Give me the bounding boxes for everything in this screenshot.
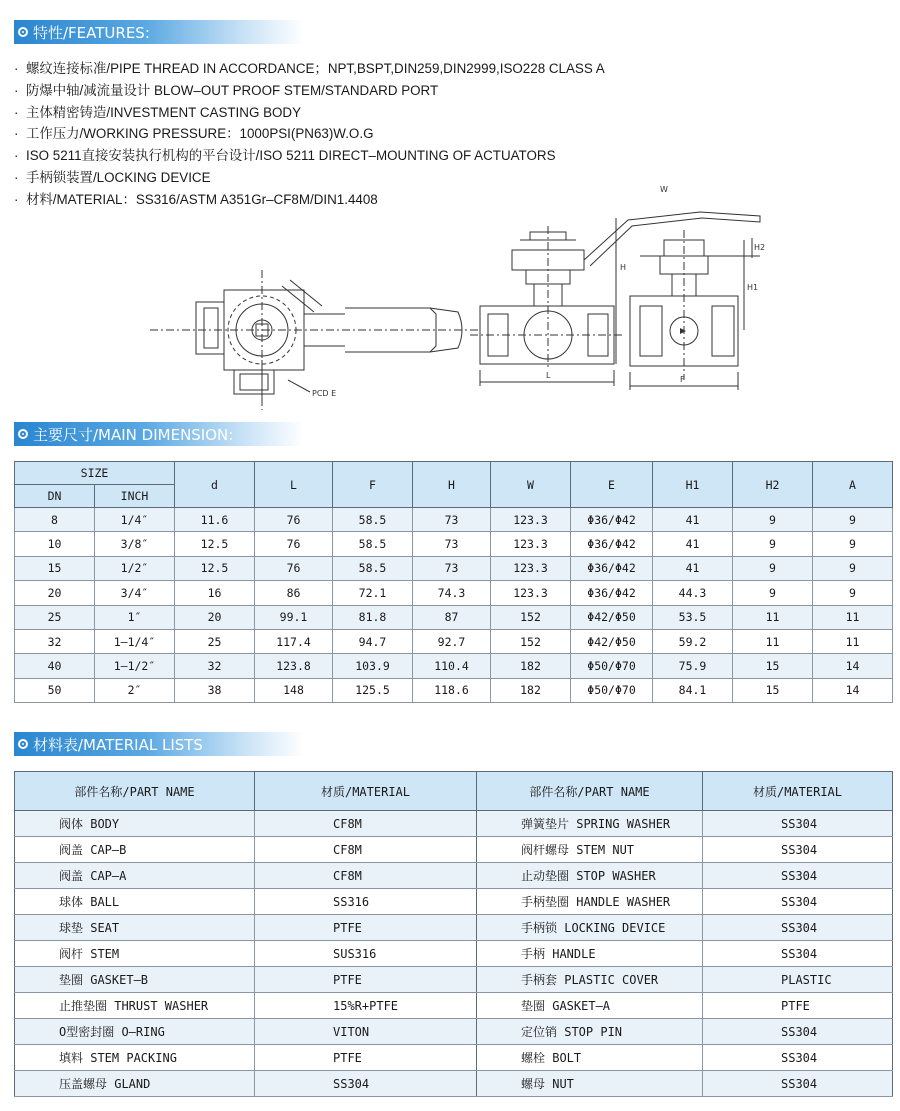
part-name-cell: 螺栓 BOLT [477, 1045, 703, 1071]
features-title: 特性/FEATURES: [33, 23, 150, 42]
table-row [15, 508, 893, 532]
table-cell: 123.3 [491, 508, 571, 532]
part-name-cell: 阀杆螺母 STEM NUT [477, 837, 703, 863]
part-name-cell: 垫圈 GASKET–A [477, 993, 703, 1019]
table-cell: 9 [733, 532, 813, 556]
label-H: H [620, 263, 627, 272]
part-name-cell: 垫圈 GASKET–B [15, 967, 255, 993]
table-cell: 8 [15, 508, 95, 532]
material-cell: PTFE [255, 915, 477, 941]
col-header-F: F [333, 462, 413, 508]
table-cell: 1–1/4″ [95, 629, 175, 653]
table-cell: 9 [813, 508, 893, 532]
table-row [15, 678, 893, 702]
table-row [15, 811, 893, 837]
material-cell: SS304 [703, 1045, 893, 1071]
table-cell: Φ50/Φ70 [571, 654, 653, 678]
col-header-d: d [175, 462, 255, 508]
material-cell: SS304 [703, 941, 893, 967]
table-cell: 11 [813, 605, 893, 629]
table-cell: Φ50/Φ70 [571, 678, 653, 702]
table-row [15, 629, 893, 653]
col-header-dn: DN [15, 485, 95, 508]
material-cell: CF8M [255, 837, 477, 863]
dimension-table-body [15, 508, 893, 703]
table-cell: 1/2″ [95, 556, 175, 580]
feature-item: · 材料/MATERIAL：SS316/ASTM A351Gr–CF8M/DIN1.4408 [14, 191, 378, 207]
table-cell: 73 [413, 556, 491, 580]
dimension-header [14, 422, 304, 446]
table-cell: 123.3 [491, 581, 571, 605]
table-cell: 72.1 [333, 581, 413, 605]
table-cell: 76 [255, 508, 333, 532]
col-header-E: E [571, 462, 653, 508]
table-cell: 32 [15, 629, 95, 653]
table-cell: 123.3 [491, 532, 571, 556]
table-cell: 1″ [95, 605, 175, 629]
table-row [15, 1071, 893, 1097]
table-cell: 15 [733, 678, 813, 702]
table-row [15, 1019, 893, 1045]
table-cell: 40 [15, 654, 95, 678]
table-cell: 14 [813, 654, 893, 678]
materials-title: 材料表/MATERIAL LISTS [33, 735, 203, 754]
material-cell: SS304 [703, 863, 893, 889]
material-cell: PTFE [703, 993, 893, 1019]
table-cell: 9 [733, 556, 813, 580]
table-cell: Φ42/Φ50 [571, 605, 653, 629]
material-table-body [15, 811, 893, 1097]
table-cell: 9 [813, 532, 893, 556]
feature-item: · ISO 5211直接安装执行机构的平台设计/ISO 5211 DIRECT–MOUNTING OF ACTUATORS [14, 148, 556, 164]
features-list [14, 58, 605, 211]
table-cell: 9 [733, 581, 813, 605]
part-name-cell: 止动垫圈 STOP WASHER [477, 863, 703, 889]
table-cell: 16 [175, 581, 255, 605]
col-header-A: A [813, 462, 893, 508]
table-cell: 11 [733, 629, 813, 653]
table-cell: 103.9 [333, 654, 413, 678]
table-cell: 1/4″ [95, 508, 175, 532]
table-cell: Φ36/Φ42 [571, 581, 653, 605]
size-header: SIZE [15, 462, 175, 485]
col-header-W: W [491, 462, 571, 508]
table-cell: 125.5 [333, 678, 413, 702]
table-cell: 41 [653, 508, 733, 532]
materials-header [14, 732, 304, 756]
table-cell: 58.5 [333, 532, 413, 556]
side-view-drawing [630, 185, 765, 390]
material-cell: CF8M [255, 811, 477, 837]
table-cell: 110.4 [413, 654, 491, 678]
table-cell: 10 [15, 532, 95, 556]
table-cell: 59.2 [653, 629, 733, 653]
table-cell: 11 [813, 629, 893, 653]
table-cell: 9 [813, 556, 893, 580]
col-header-material: 材质/MATERIAL [255, 772, 477, 811]
material-table [14, 771, 893, 1097]
label-F: F [680, 375, 685, 384]
table-cell: 14 [813, 678, 893, 702]
label-L: L [546, 371, 551, 380]
table-cell: 20 [175, 605, 255, 629]
table-cell: 76 [255, 532, 333, 556]
material-cell: SS316 [255, 889, 477, 915]
part-name-cell: 螺母 NUT [477, 1071, 703, 1097]
part-name-cell: 手柄 HANDLE [477, 941, 703, 967]
table-cell: 73 [413, 508, 491, 532]
table-cell: 152 [491, 629, 571, 653]
pcd-label: PCD E [312, 389, 337, 398]
table-cell: Φ36/Φ42 [571, 556, 653, 580]
material-cell: 15%R+PTFE [255, 993, 477, 1019]
top-view-drawing [150, 270, 480, 410]
table-cell: 9 [733, 508, 813, 532]
feature-item: · 手柄锁装置/LOCKING DEVICE [14, 169, 211, 185]
table-row [15, 556, 893, 580]
part-name-cell: 定位销 STOP PIN [477, 1019, 703, 1045]
feature-item: · 工作压力/WORKING PRESSURE：1000PSI(PN63)W.O.G [14, 126, 374, 142]
table-cell: 182 [491, 654, 571, 678]
table-row [15, 863, 893, 889]
table-cell: 87 [413, 605, 491, 629]
material-cell: VITON [255, 1019, 477, 1045]
table-cell: 75.9 [653, 654, 733, 678]
col-header-L: L [255, 462, 333, 508]
table-cell: 25 [15, 605, 95, 629]
table-cell: 44.3 [653, 581, 733, 605]
feature-item: · 主体精密铸造/INVESTMENT CASTING BODY [14, 104, 302, 120]
table-row [15, 654, 893, 678]
table-cell: 81.8 [333, 605, 413, 629]
table-cell: 12.5 [175, 532, 255, 556]
part-name-cell: 手柄套 PLASTIC COVER [477, 967, 703, 993]
table-cell: 3/8″ [95, 532, 175, 556]
table-cell: 123.3 [491, 556, 571, 580]
table-cell: Φ36/Φ42 [571, 532, 653, 556]
col-header-material: 材质/MATERIAL [703, 772, 893, 811]
col-header-part-name: 部件名称/PART NAME [15, 772, 255, 811]
table-cell: 3/4″ [95, 581, 175, 605]
material-cell: SS304 [703, 837, 893, 863]
part-name-cell: 手柄垫圈 HANDLE WASHER [477, 889, 703, 915]
table-cell: 99.1 [255, 605, 333, 629]
part-name-cell: 球垫 SEAT [15, 915, 255, 941]
table-cell: 15 [15, 556, 95, 580]
table-cell: 74.3 [413, 581, 491, 605]
material-cell: SS304 [703, 1071, 893, 1097]
table-cell: 84.1 [653, 678, 733, 702]
table-row [15, 941, 893, 967]
table-cell: 20 [15, 581, 95, 605]
part-name-cell: O型密封圈 O–RING [15, 1019, 255, 1045]
table-cell: 9 [813, 581, 893, 605]
table-cell: 73 [413, 532, 491, 556]
table-row [15, 532, 893, 556]
material-cell: SS304 [703, 811, 893, 837]
table-row [15, 1045, 893, 1071]
material-cell: SS304 [255, 1071, 477, 1097]
material-cell: PLASTIC [703, 967, 893, 993]
table-cell: 41 [653, 532, 733, 556]
col-header-H: H [413, 462, 491, 508]
front-view-drawing [470, 212, 760, 386]
table-cell: 25 [175, 629, 255, 653]
table-cell: 58.5 [333, 508, 413, 532]
table-row [15, 993, 893, 1019]
material-cell: SS304 [703, 1019, 893, 1045]
table-cell: 15 [733, 654, 813, 678]
section-bullet-icon [18, 739, 28, 749]
table-cell: 38 [175, 678, 255, 702]
table-cell: 117.4 [255, 629, 333, 653]
section-bullet-icon [18, 429, 28, 439]
part-name-cell: 止推垫圈 THRUST WASHER [15, 993, 255, 1019]
dimension-title: 主要尺寸/MAIN DIMENSION: [33, 425, 234, 444]
table-cell: 86 [255, 581, 333, 605]
material-cell: SUS316 [255, 941, 477, 967]
col-header-H2: H2 [733, 462, 813, 508]
table-cell: 11.6 [175, 508, 255, 532]
part-name-cell: 阀杆 STEM [15, 941, 255, 967]
label-H1: H1 [747, 283, 759, 292]
part-name-cell: 阀盖 CAP–A [15, 863, 255, 889]
material-cell: PTFE [255, 1045, 477, 1071]
feature-item: · 螺纹连接标准/PIPE THREAD IN ACCORDANCE；NPT,BSPT,DIN259,DIN2999,ISO228 CLASS A [14, 61, 605, 76]
features-header [14, 20, 304, 44]
label-W: W [660, 185, 668, 194]
table-cell: 41 [653, 556, 733, 580]
table-cell: 53.5 [653, 605, 733, 629]
table-cell: 50 [15, 678, 95, 702]
label-H2: H2 [754, 243, 766, 252]
part-name-cell: 阀体 BODY [15, 811, 255, 837]
part-name-cell: 弹簧垫片 SPRING WASHER [477, 811, 703, 837]
table-cell: 118.6 [413, 678, 491, 702]
table-cell: 182 [491, 678, 571, 702]
table-cell: 148 [255, 678, 333, 702]
part-name-cell: 阀盖 CAP–B [15, 837, 255, 863]
table-cell: 123.8 [255, 654, 333, 678]
table-cell: 2″ [95, 678, 175, 702]
table-row [15, 605, 893, 629]
table-cell: 32 [175, 654, 255, 678]
table-cell: 152 [491, 605, 571, 629]
material-cell: CF8M [255, 863, 477, 889]
table-cell: 76 [255, 556, 333, 580]
table-row [15, 581, 893, 605]
material-cell: SS304 [703, 889, 893, 915]
material-cell: SS304 [703, 915, 893, 941]
material-cell: PTFE [255, 967, 477, 993]
table-row [15, 889, 893, 915]
col-header-part-name: 部件名称/PART NAME [477, 772, 703, 811]
part-name-cell: 填料 STEM PACKING [15, 1045, 255, 1071]
col-header-inch: INCH [95, 485, 175, 508]
col-header-H1: H1 [653, 462, 733, 508]
table-cell: 94.7 [333, 629, 413, 653]
table-cell: 1–1/2″ [95, 654, 175, 678]
table-cell: 58.5 [333, 556, 413, 580]
part-name-cell: 手柄锁 LOCKING DEVICE [477, 915, 703, 941]
table-cell: 92.7 [413, 629, 491, 653]
part-name-cell: 压盖螺母 GLAND [15, 1071, 255, 1097]
table-row [15, 967, 893, 993]
table-cell: Φ42/Φ50 [571, 629, 653, 653]
table-row [15, 915, 893, 941]
table-cell: 12.5 [175, 556, 255, 580]
feature-item: · 防爆中轴/减流量设计 BLOW–OUT PROOF STEM/STANDARD PORT [14, 82, 439, 98]
table-row [15, 837, 893, 863]
dimension-table [14, 461, 893, 703]
section-bullet-icon [18, 27, 28, 37]
table-cell: Φ36/Φ42 [571, 508, 653, 532]
table-cell: 11 [733, 605, 813, 629]
part-name-cell: 球体 BALL [15, 889, 255, 915]
